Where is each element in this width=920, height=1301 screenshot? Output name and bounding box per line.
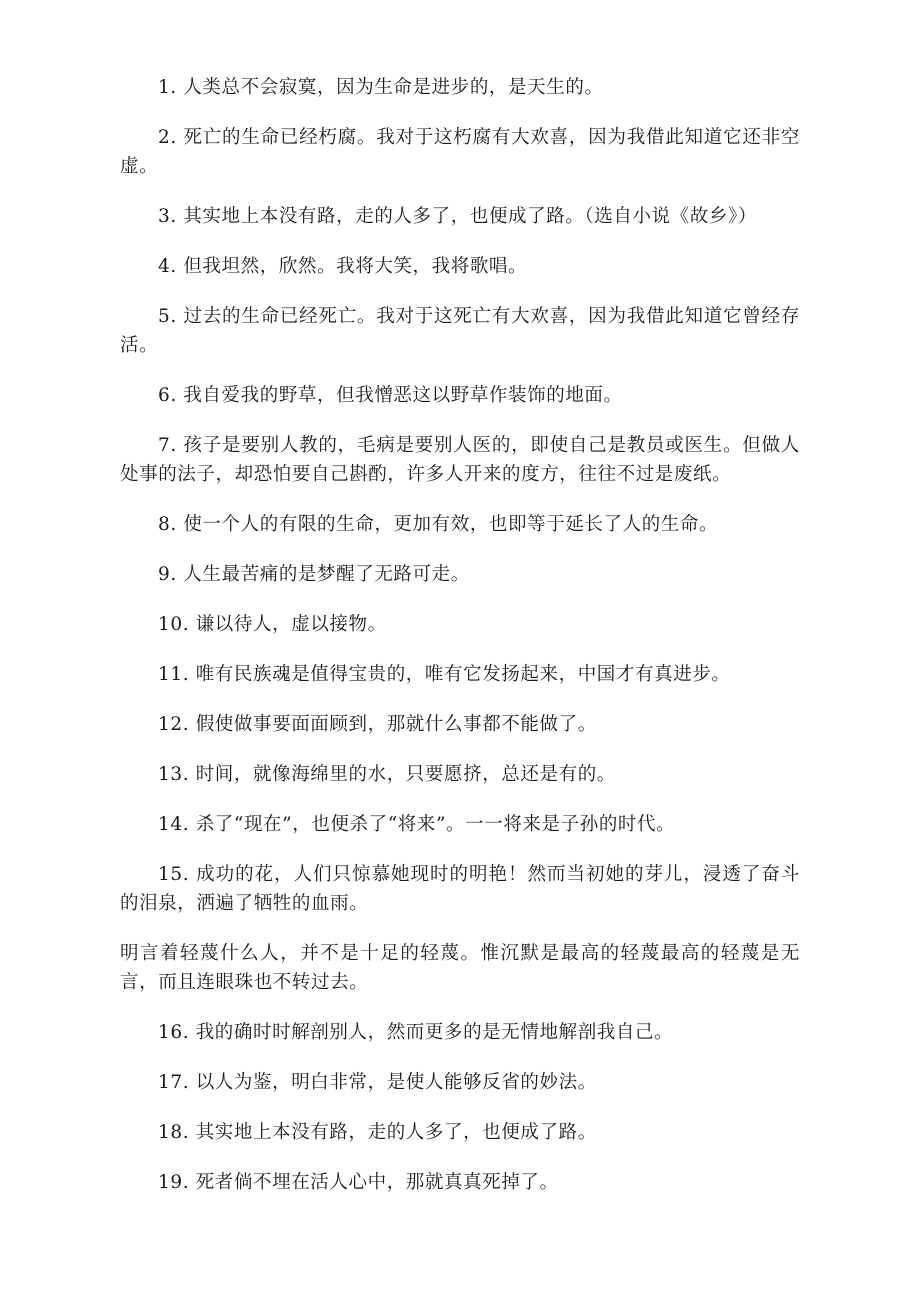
quote-paragraph: 6. 我自爱我的野草，但我憎恶这以野草作装饰的地面。	[158, 385, 623, 406]
quote-paragraph: 18. 其实地上本没有路，走的人多了，也便成了路。	[158, 1122, 597, 1143]
quote-paragraph: 10. 谦以待人，虚以接物。	[158, 614, 387, 635]
quote-paragraph: 9. 人生最苦痛的是梦醒了无路可走。	[158, 564, 470, 585]
quote-paragraph: 11. 唯有民族魂是值得宝贵的，唯有它发扬起来，中国才有真进步。	[158, 664, 731, 685]
quote-paragraph: 15. 成功的花，人们只惊慕她现时的明艳！然而当初她的芽儿，浸透了奋斗的泪泉，洒遍了牺牲的血雨。	[120, 864, 800, 914]
quote-paragraph-unnumbered: 明言着轻蔑什么人，并不是十足的轻蔑。惟沉默是最高的轻蔑最高的轻蔑是无言，而且连眼珠也不转过去。	[120, 943, 800, 993]
quote-paragraph: 5. 过去的生命已经死亡。我对于这死亡有大欢喜，因为我借此知道它曾经存活。	[120, 306, 800, 356]
quote-paragraph: 7. 孩子是要别人教的，毛病是要别人医的，即使自己是教员或医生。但做人处事的法子，却恐怕要自己斟酌，许多人开来的度方，往往不过是废纸。	[120, 435, 800, 485]
quote-paragraph: 17. 以人为鉴，明白非常，是使人能够反省的妙法。	[158, 1072, 597, 1093]
quote-paragraph: 2. 死亡的生命已经朽腐。我对于这朽腐有大欢喜，因为我借此知道它还非空虚。	[120, 127, 800, 177]
quote-paragraph: 8. 使一个人的有限的生命，更加有效，也即等于延长了人的生命。	[158, 514, 719, 535]
quote-paragraph: 1. 人类总不会寂寞，因为生命是进步的，是天生的。	[158, 77, 604, 98]
quote-paragraph: 14. 杀了“现在”，也便杀了“将来”。一一将来是子孙的时代。	[158, 814, 676, 835]
quote-paragraph: 12. 假使做事要面面顾到，那就什么事都不能做了。	[158, 714, 597, 735]
quote-paragraph: 4. 但我坦然，欣然。我将大笑，我将歌唱。	[158, 256, 528, 277]
quote-paragraph: 16. 我的确时时解剖别人，然而更多的是无情地解剖我自己。	[158, 1022, 674, 1043]
quote-paragraph: 19. 死者倘不埋在活人心中，那就真真死掉了。	[158, 1172, 559, 1193]
quote-paragraph: 13. 时间，就像海绵里的水，只要愿挤，总还是有的。	[158, 764, 616, 785]
quote-paragraph: 3. 其实地上本没有路，走的人多了，也便成了路。（选自小说《故乡》）	[158, 206, 757, 227]
